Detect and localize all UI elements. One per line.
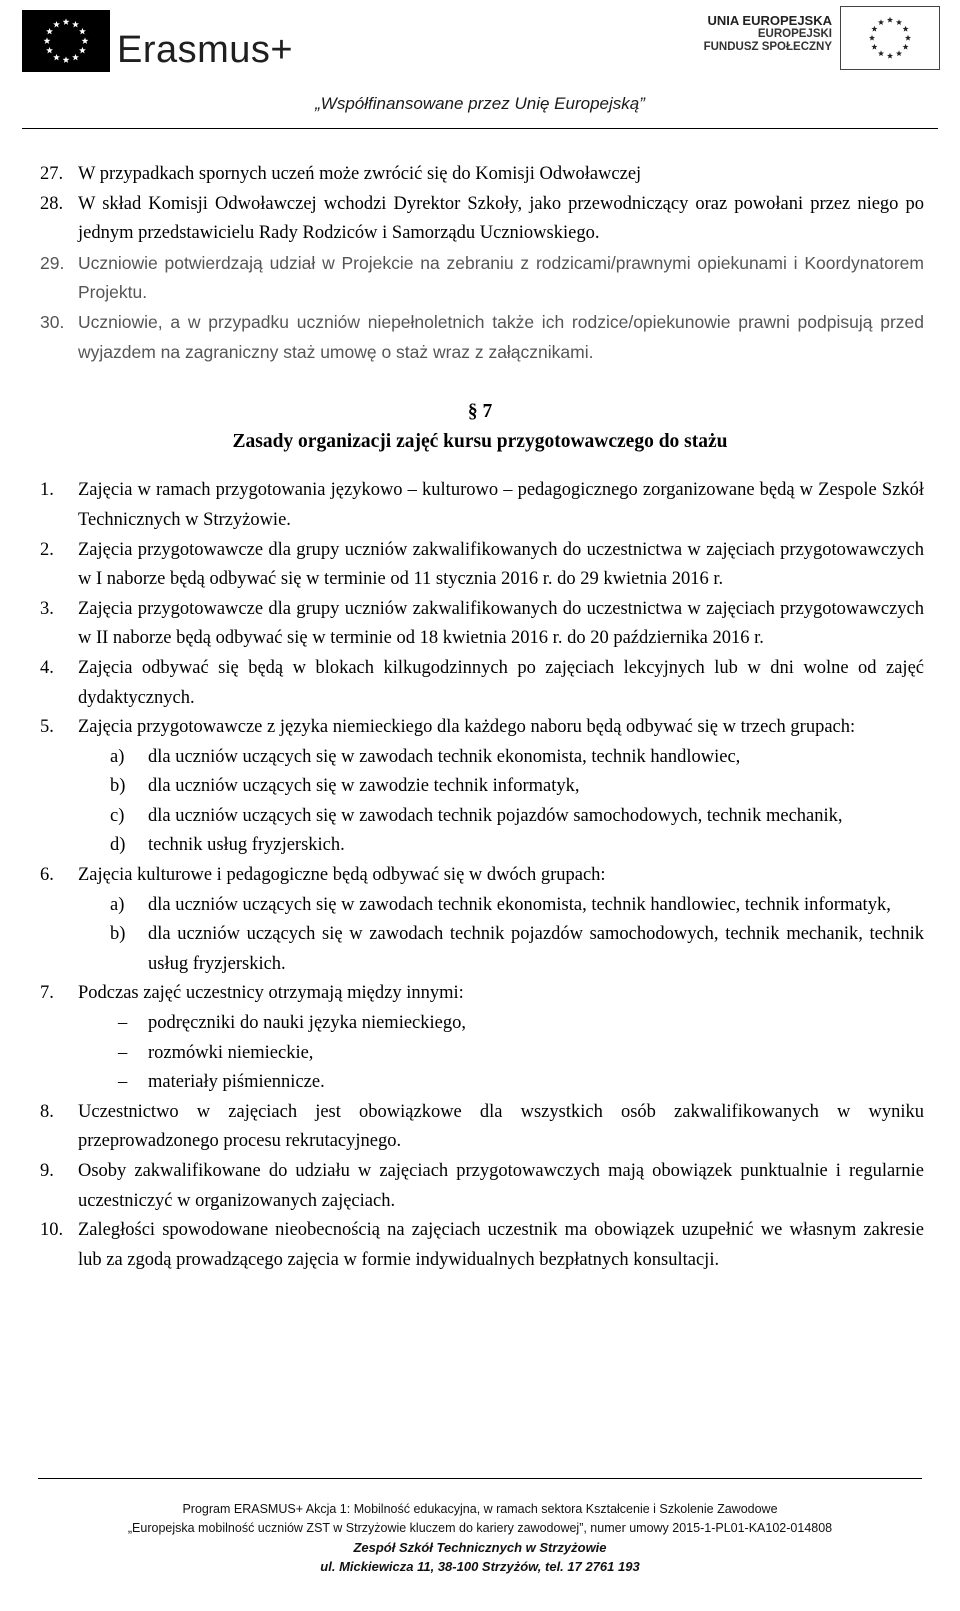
list-item	[0, 713, 960, 743]
footer-school: Zespół Szkół Technicznych w Strzyżowie	[353, 1540, 607, 1555]
footer-divider	[38, 1478, 922, 1479]
sub-item	[0, 743, 960, 773]
list-item	[0, 308, 960, 367]
item-number: 9.	[40, 1161, 54, 1181]
bullet-item	[0, 1068, 960, 1098]
item-text: Zajęcia przygotowawcze dla grupy uczniów zakwalifikowanych do uczestnictwa w zajęciach przygotowawczych w II naborze będą odbywać się w terminie od 18 kwietnia 2016 r. do 20 października 2016 r.	[78, 598, 924, 649]
footer-program: Program ERASMUS+ Akcja 1: Mobilność edukacyjna, w ramach sektora Kształcenie i Szkolenie Zawodowe	[182, 1502, 778, 1516]
item-text: Uczestnictwo w zajęciach jest obowiązkowe dla wszystkich osób zakwalifikowanych w wyniku przeprowadzonego procesu rekrutacyjnego.	[78, 1101, 924, 1152]
list-item	[0, 979, 960, 1009]
sub-item	[0, 772, 960, 802]
item-number: 3.	[40, 598, 54, 619]
item-text: Zajęcia odbywać się będą w blokach kilkugodzinnych po zajęciach lekcyjnych lub w dni wolne od zajęć dydaktycznych.	[78, 657, 924, 708]
star-icon	[869, 35, 875, 41]
sub-text: dla uczniów uczących się w zawodach technik ekonomista, technik handlowiec, technik informatyk,	[148, 894, 891, 915]
eu-social-fund-logo	[703, 6, 944, 72]
page-footer	[0, 1500, 960, 1576]
item-number: 30.	[40, 311, 65, 332]
item-text: Uczniowie potwierdzają udział w Projekcie na zebraniu z rodzicami/prawnymi opiekunami i Koordynatorem Projektu.	[78, 252, 924, 303]
star-icon	[903, 44, 909, 50]
bullet-text: rozmówki niemieckie,	[148, 1042, 314, 1063]
item-number: 29.	[40, 252, 65, 273]
item-number: 2.	[40, 539, 54, 560]
page-header	[0, 0, 960, 130]
dash-marker: –	[118, 1013, 128, 1034]
footer-address: ul. Mickiewicza 11, 38-100 Strzyżów, tel. 17 2761 193	[320, 1559, 640, 1574]
bullet-item	[0, 1009, 960, 1039]
list-item	[0, 160, 960, 190]
item-text: Osoby zakwalifikowane do udziału w zajęciach przygotowawczych mają obowiązek punktualnie i regularnie uczestniczyć w organizowanych zajęciach.	[78, 1161, 924, 1211]
header-divider	[22, 128, 938, 129]
eu-line-1: UNIA EUROPEJSKA	[707, 13, 832, 28]
eu-line-2: EUROPEJSKI	[757, 27, 832, 40]
item-text: Zajęcia przygotowawcze dla grupy uczniów zakwalifikowanych do uczestnictwa w zajęciach przygotowawczych w I naborze będą odbywać się w terminie od 11 stycznia 2016 r. do 29 kwietnia 2016 r.	[78, 539, 924, 590]
item-text: Zaległości spowodowane nieobecnością na zajęciach uczestnik ma obowiązek uzupełnić we własnym zakresie lub za zgodą prowadzącego zajęcia w formie indywidualnych bezpłatnych konsultacji.	[78, 1220, 924, 1270]
bullet-item	[0, 1039, 960, 1069]
item-text: Zajęcia przygotowawcze z języka niemieckiego dla każdego naboru będą odbywać się w trzech grupach:	[78, 717, 856, 738]
star-icon	[871, 44, 877, 50]
item-number: 27.	[40, 164, 64, 184]
sub-text: dla uczniów uczących się w zawodach technik pojazdów samochodowych, technik mechanik, technik usług fryzjerskich.	[148, 924, 924, 974]
section-number: § 7	[467, 401, 493, 423]
item-text: Zajęcia w ramach przygotowania językowo – kulturowo – pedagogicznego zorganizowane będą w Zespole Szkół Technicznych w Strzyżowie.	[78, 480, 924, 530]
eu-social-fund-text	[704, 14, 832, 55]
eu-flag-icon	[22, 10, 110, 72]
sub-letter: b)	[110, 924, 126, 945]
cofinanced-tagline: „Współfinansowane przez Unię Europejską”	[315, 94, 645, 113]
sub-letter: c)	[110, 805, 125, 826]
bullet-text: materiały piśmiennicze.	[148, 1072, 325, 1093]
sub-item	[0, 802, 960, 832]
item-number: 1.	[40, 480, 54, 501]
list-item	[0, 1098, 960, 1157]
sub-text: dla uczniów uczących się w zawodach technik ekonomista, technik handlowiec,	[148, 746, 741, 767]
list-item	[0, 861, 960, 891]
list-item	[0, 595, 960, 654]
item-text: W skład Komisji Odwoławczej wchodzi Dyrektor Szkoły, jako przewodniczący oraz powołani przez niego po jednym przedstawicielu Rady Rodziców i Samorządu Uczniowskiego.	[78, 193, 924, 244]
section-title: Zasady organizacji zajęć kursu przygotowawczego do stażu	[232, 430, 728, 452]
item-number: 5.	[40, 717, 54, 738]
sub-text: technik usług fryzjerskich.	[148, 835, 345, 856]
list-item	[0, 249, 960, 308]
sub-letter: a)	[110, 746, 125, 767]
star-icon	[878, 19, 884, 25]
list-item	[0, 536, 960, 595]
sub-letter: a)	[110, 894, 125, 915]
list-item	[0, 654, 960, 713]
item-number: 7.	[40, 983, 54, 1004]
section-heading	[0, 397, 960, 456]
erasmus-logo	[22, 10, 322, 72]
item-number: 6.	[40, 865, 54, 886]
item-text: Zajęcia kulturowe i pedagogiczne będą odbywać się w dwóch grupach:	[78, 865, 606, 886]
star-icon	[871, 26, 877, 32]
dash-marker: –	[118, 1042, 128, 1063]
footer-project: „Europejska mobilność uczniów ZST w Strzyżowie kluczem do kariery zawodowej”, numer umowy 2015-1-PL01-KA102-014808	[127, 1521, 833, 1535]
star-icon	[887, 53, 893, 59]
list-item	[0, 1216, 960, 1275]
item-text: Uczniowie, a w przypadku uczniów niepełnoletnich także ich rodzice/opiekunowie prawni podpisują przed wyjazdem na zagraniczny staż umowę o staż wraz z załącznikami.	[78, 311, 924, 362]
item-number: 10.	[40, 1220, 64, 1241]
item-number: 4.	[40, 657, 54, 678]
star-icon	[878, 50, 884, 56]
sub-item	[0, 920, 960, 979]
sub-letter: b)	[110, 776, 126, 797]
list-item	[0, 1157, 960, 1216]
sub-text: dla uczniów uczących się w zawodzie technik informatyk,	[148, 776, 580, 797]
star-icon	[887, 17, 893, 23]
sub-text: dla uczniów uczących się w zawodach technik pojazdów samochodowych, technik mechanik,	[148, 805, 843, 826]
item-number: 8.	[40, 1101, 54, 1122]
bullet-text: podręczniki do nauki języka niemieckiego,	[148, 1013, 466, 1034]
star-icon	[896, 50, 902, 56]
star-icon	[903, 26, 909, 32]
item-text: W przypadkach spornych uczeń może zwrócić się do Komisji Odwoławczej	[78, 164, 642, 184]
eu-stars-icon	[840, 6, 940, 70]
star-icon	[905, 35, 911, 41]
star-icon	[896, 19, 902, 25]
list-item	[0, 190, 960, 249]
document-body	[0, 160, 960, 1275]
item-text: Podczas zajęć uczestnicy otrzymają między innymi:	[78, 983, 464, 1004]
item-number: 28.	[40, 193, 64, 214]
sub-item	[0, 891, 960, 921]
sub-letter: d)	[110, 835, 126, 856]
dash-marker: –	[118, 1072, 128, 1093]
sub-item	[0, 831, 960, 861]
eu-line-3: FUNDUSZ SPOŁECZNY	[703, 41, 832, 53]
list-item	[0, 476, 960, 535]
erasmus-wordmark: Erasmus+	[117, 29, 294, 71]
